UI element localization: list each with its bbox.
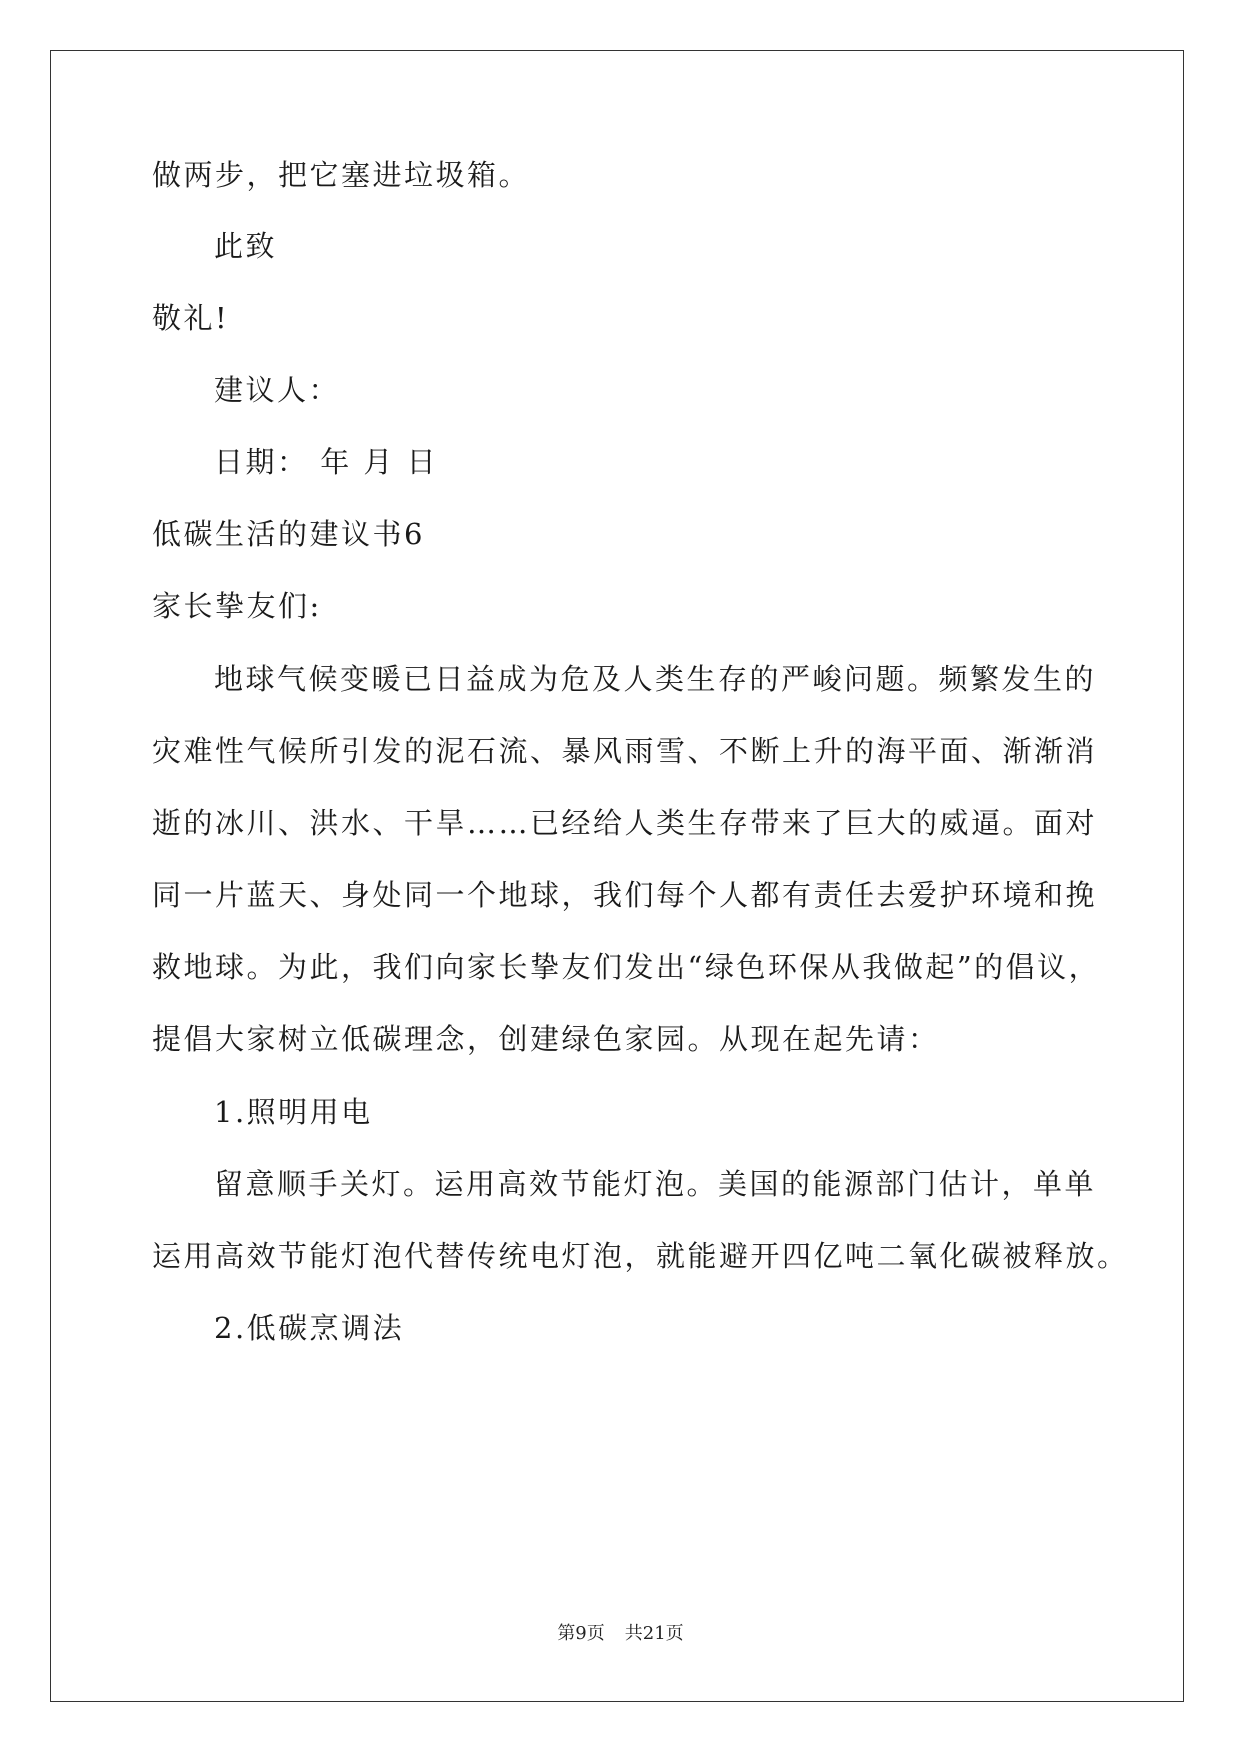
salutation-line: 此致 [214,229,278,263]
proposer-line: 建议人： [214,373,341,407]
page-number: 第9页 [557,1623,605,1644]
paragraph-line: 地球气候变暖已日益成为危及人类生存的严峻问题。频繁发生的 [214,662,1097,696]
section-title: 低碳生活的建议书6 [152,517,425,551]
text-line: 做两步，把它塞进垃圾箱。 [152,158,531,192]
paragraph-line: 留意顺手关灯。运用高效节能灯泡。美国的能源部门估计，单单 [214,1167,1097,1201]
page-total: 共21页 [624,1623,684,1644]
paragraph-line: 提倡大家树立低碳理念，创建绿色家园。从现在起先请： [152,1022,940,1056]
list-heading: 1.照明用电 [214,1095,373,1129]
page-border [50,50,1184,1702]
date-line: 日期： 年 月 日 [214,445,439,479]
paragraph-line: 救地球。为此，我们向家长挚友们发出“绿色环保从我做起”的倡议， [152,950,1101,984]
page-footer [0,1623,1241,1645]
paragraph-line: 同一片蓝天、身处同一个地球，我们每个人都有责任去爱护环境和挽 [152,878,1098,912]
paragraph-line: 逝的冰川、洪水、干旱……已经给人类生存带来了巨大的威逼。面对 [152,806,1098,840]
paragraph-line: 灾难性气候所引发的泥石流、暴风雨雪、不断上升的海平面、渐渐消 [152,734,1098,768]
list-heading: 2.低碳烹调法 [214,1311,405,1345]
paragraph-line: 运用高效节能灯泡代替传统电灯泡，就能避开四亿吨二氧化碳被释放。 [152,1239,1129,1273]
greeting-line: 家长挚友们: [152,589,322,623]
closing-line: 敬礼! [152,301,230,335]
